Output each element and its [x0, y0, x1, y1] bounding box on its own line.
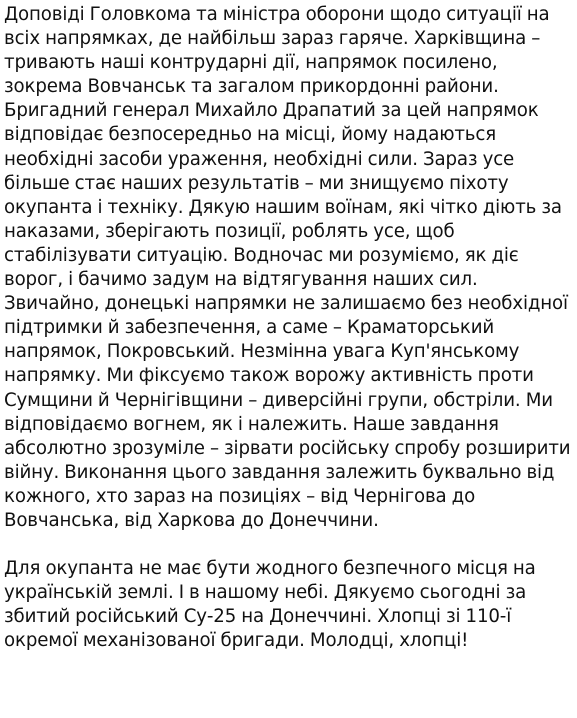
- text-line: Звичайно, донецькі напрямки не залишаємо без необхідної: [4, 293, 568, 315]
- text-line: Вовчанська, від Харкова до Донеччини.: [4, 509, 379, 531]
- paragraph-2: [4, 557, 573, 653]
- text-line: окремої механізованої бригади. Молодці, хлопці!: [4, 630, 469, 652]
- text-line: окупанта і техніку. Дякую нашим воїнам, які чітко діють за: [4, 196, 562, 218]
- text-line: підтримки й забезпечення, а саме – Краматорський: [4, 317, 495, 339]
- text-line: стабілізувати ситуацію. Водночас ми розуміємо, як діє: [4, 244, 519, 266]
- text-line: Сумщини й Чернігівщини – диверсійні групи, обстріли. Ми: [4, 389, 553, 411]
- text-line: українській землі. І в нашому небі. Дякуємо сьогодні за: [4, 582, 527, 604]
- text-line: кожного, хто зараз на позиціях – від Чернігова до: [4, 485, 476, 507]
- text-line: Для окупанта не має бути жодного безпечного місця на: [4, 558, 536, 580]
- text-line: абсолютно зрозуміле – зірвати російську спробу розширити: [4, 437, 571, 459]
- text-line: відповідає безпосередньо на місці, йому надаються: [4, 124, 497, 146]
- text-line: всіх напрямках, де найбільш зараз гаряче. Харківщина –: [4, 28, 541, 50]
- paragraph-spacer: [4, 533, 573, 557]
- text-line: зокрема Вовчанськ та загалом прикордонні райони.: [4, 76, 499, 98]
- text-line: ворог, і бачимо задум на відтягування наших сил.: [4, 269, 478, 291]
- post-text: [4, 0, 573, 654]
- text-line: збитий російський Су-25 на Донеччині. Хлопці зі 110-ї: [4, 606, 512, 628]
- text-line: напрямку. Ми фіксуємо також ворожу активність проти: [4, 365, 534, 387]
- text-line: тривають наші контрударні дії, напрямок посилено,: [4, 52, 498, 74]
- text-line: напрямок, Покровський. Незмінна увага Куп'янському: [4, 341, 520, 363]
- text-line: необхідні засоби ураження, необхідні сили. Зараз усе: [4, 148, 515, 170]
- text-line: наказами, зберігають позиції, роблять усе, щоб: [4, 220, 455, 242]
- paragraph-1: [4, 0, 573, 533]
- text-line: відповідаємо вогнем, як і належить. Наше завдання: [4, 413, 499, 435]
- text-line: війну. Виконання цього завдання залежить буквально від: [4, 461, 555, 483]
- text-line: Доповіді Головкома та міністра оборони щодо ситуації на: [4, 4, 550, 25]
- text-line: більше стає наших результатів – ми знищуємо піхоту: [4, 172, 509, 194]
- text-line: Бригадний генерал Михайло Драпатий за цей напрямок: [4, 100, 539, 122]
